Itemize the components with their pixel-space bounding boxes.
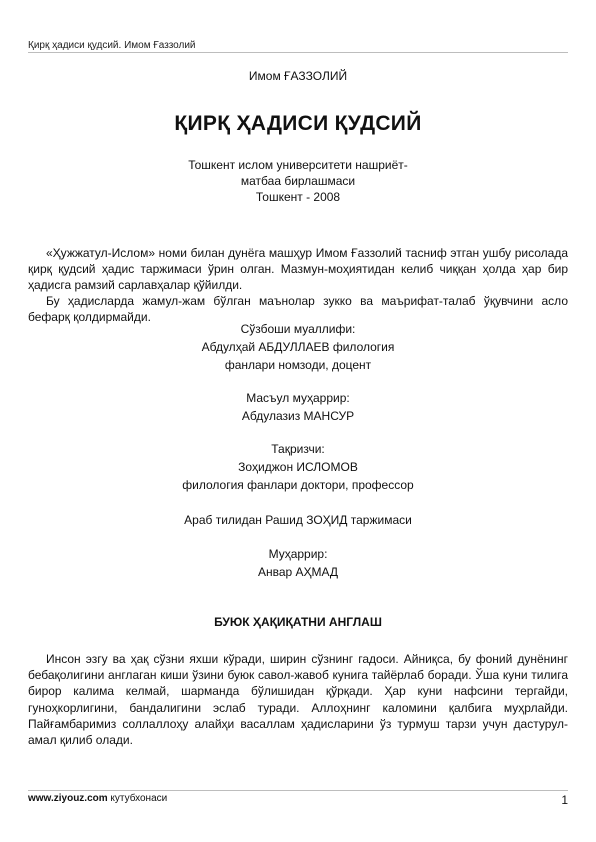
redactor-name: Анвар АҲМАД	[257, 565, 339, 579]
book-title: ҚИРҚ ҲАДИСИ ҚУДСИЙ	[174, 112, 422, 135]
reviewer-credit	[0, 440, 596, 494]
page-footer	[28, 790, 568, 807]
footer-source	[28, 793, 167, 807]
running-title: Қирқ ҳадиси қудсий. Имом Ғаззолий	[28, 40, 196, 51]
translation-credit	[0, 511, 596, 529]
publisher-block	[0, 157, 596, 205]
editor-credit	[0, 389, 596, 425]
foreword-credit	[0, 320, 596, 374]
publisher-line-3: Тошкент - 2008	[255, 190, 341, 204]
section-title: БУЮК ҲАҚИҚАТНИ АНГЛАШ	[214, 615, 382, 629]
foreword-label: Сўзбоши муаллифи:	[240, 322, 356, 336]
reviewer-label: Тақризчи:	[271, 442, 325, 456]
reviewer-name: Зоҳиджон ИСЛОМОВ	[238, 460, 358, 474]
redactor-label: Муҳаррир:	[268, 547, 328, 561]
editor-name: Абдулазиз МАНСУР	[241, 409, 355, 423]
publisher-line-1: Тошкент ислом университети нашриёт-	[188, 158, 408, 172]
foreword-name: Абдулҳай АБДУЛЛАЕВ филология	[201, 340, 395, 354]
intro-text	[28, 245, 568, 325]
page-number: 1	[561, 793, 568, 807]
foreword-title: фанлари номзоди, доцент	[224, 358, 372, 372]
author-name: Имом ҒАЗЗОЛИЙ	[248, 69, 348, 83]
library-label: кутубхонаси	[110, 793, 168, 804]
reviewer-title: филология фанлари доктори, профессор	[182, 478, 414, 492]
section-paragraph: Инсон эзгу ва ҳақ сўзни яхши кўради, ширин сўзнинг гадоси. Айниқса, бу фоний дунёнинг бебақолигини англаган киши ўзини буюк савол-жавоб кунига тайёрлаб боради. Ўша куни тилига бирор калима келмай, шарманда бўлишидан қўрқади. Ҳар куни нафсини тергайди, гуноҳкорлигини, бандалигини эслаб туради. Аллоҳнинг каломини қалбига муҳрлайди. Пайғамбаримиз соллаллоҳу алайҳи васаллам ҳадисларини ўз турмуш тарзи учун дастурул-амал қилиб олади.	[28, 652, 568, 748]
site-link[interactable]: www.ziyouz.com	[28, 793, 108, 804]
redactor-credit	[0, 545, 596, 581]
intro-paragraph-1: «Ҳужжатул-Ислом» номи билан дунёга машҳур Имом Ғаззолий тасниф этган ушбу рисолада қирқ қудсий ҳадис таржимаси ўрин олган. Мазмун-моҳиятидан келиб чиққан ҳолда ҳар бир ҳадисга рамзий сарлавҳалар қўйилди.	[28, 246, 568, 292]
publisher-line-2: матбаа бирлашмаси	[240, 174, 356, 188]
running-header	[28, 40, 568, 53]
editor-label: Масъул муҳаррир:	[246, 391, 350, 405]
intro-paragraph-2: Бу ҳадисларда жамул-жам бўлган маънолар зукко ва маърифат-талаб ўқувчини асло бефарқ қолдирмайди.	[28, 294, 568, 324]
translation-line: Араб тилидан Рашид ЗОҲИД таржимаси	[184, 513, 412, 527]
